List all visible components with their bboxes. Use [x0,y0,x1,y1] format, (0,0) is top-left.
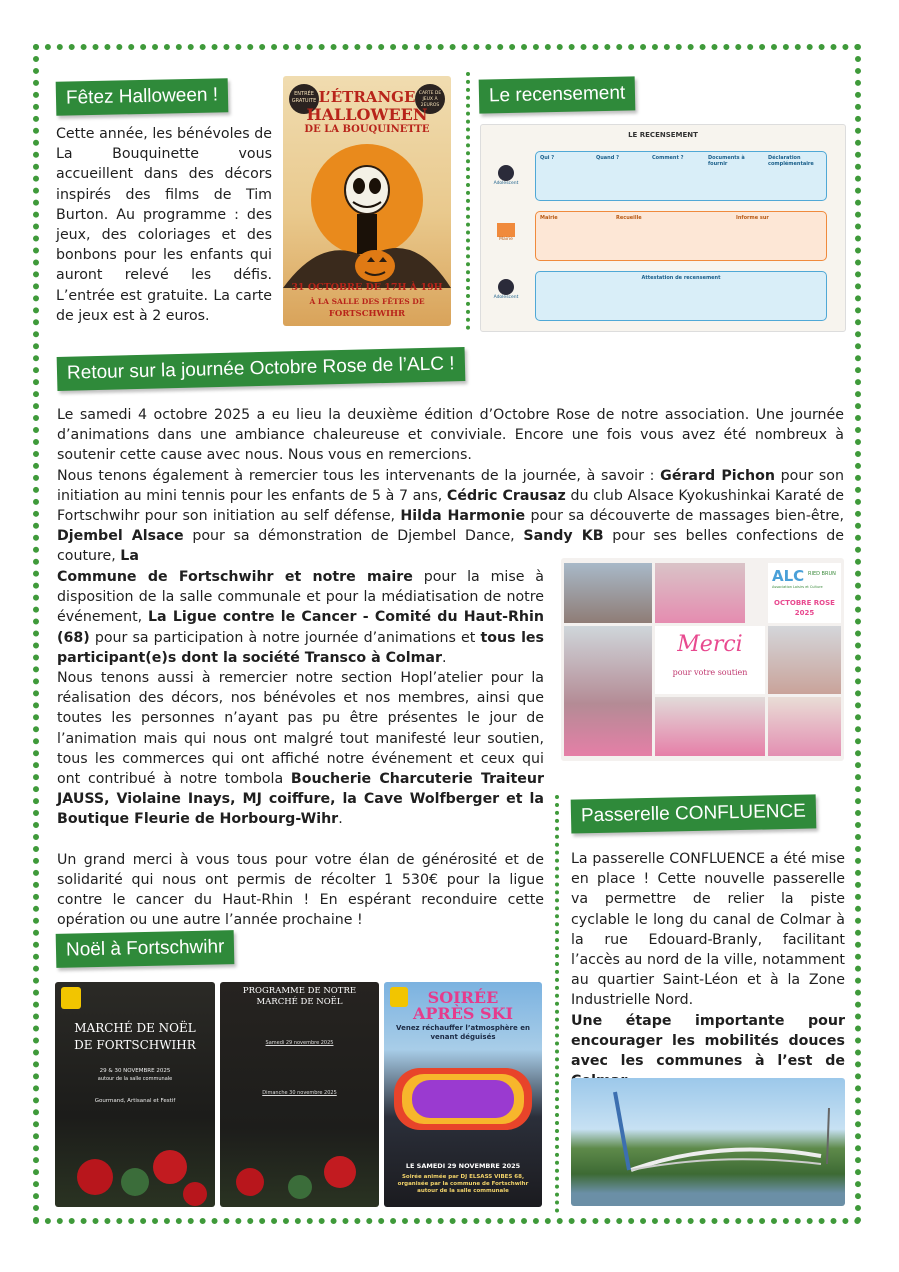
confluence-text [571,849,845,1091]
market-title: MARCHÉ DE NOËL DE FORTSCHWIHR [74,1021,196,1052]
row-how-label: Comment ? [652,155,684,161]
halloween-poster [283,76,451,326]
poster-place-1: À LA SALLE DES FÊTES DE [309,297,425,306]
octobre-p3: Nous tenons aussi à remercier notre section Hopl’atelier pour la réalisation des décors, nos bénévoles et nos membres, ainsi que toutes les personnes n’ayant pas pu être présentes le jour de l’animation mais qui nous ont malgré tout manifesté leur soutien, tous les commerces qui ont affiché notre événement et ceux qui ont contribué à notre tombola Boucherie Charcuterie Traiteur JAUSS, Violaine Inays, MJ coiffure, la Cave Wolfberger et la Boutique Fleurie de Horbourg-Wihr. [57,670,544,828]
poster-title-2: HALLOWEEN [306,105,428,124]
poster-badge-right: CARTE DE JEUX À 2EUROS [415,84,445,114]
octobre-rose-title: Retour sur la journée Octobre Rose de l’ALC ! [57,347,465,391]
photo-group-2 [655,697,765,756]
noel-poster-market [55,982,215,1207]
coat-of-arms-icon [61,987,81,1009]
alc-logo: ALC [772,567,805,585]
row-attestation-label: Attestation de recensement [641,275,721,281]
recensement-card [480,124,846,332]
alc-logo-card [768,563,841,623]
recensement-heading: LE RECENSEMENT [628,131,698,139]
confluence-photo [571,1078,845,1206]
row-when-label: Quand ? [596,155,619,161]
alc-logo-sub: RIED BRUN [808,571,836,577]
photo-dance [564,626,652,756]
program-title: PROGRAMME DE NOTRE MARCHÉ DE NOËL [242,986,357,1007]
teen-avatar-icon-2: Adolescent [487,275,525,309]
event-year: 2025 [794,609,815,617]
apres-ski-title-2: APRÈS SKI [412,1004,513,1023]
confluence-title: Passerelle CONFLUENCE [571,794,817,833]
noel-poster-program [220,982,379,1207]
poster-place-2: FORTSCHWIHR [328,309,406,319]
program-day1: Samedi 29 novembre 2025 [265,1040,334,1046]
ski-goggles-icon [384,1048,542,1148]
row-docs-label: Documents à fournir [708,155,745,167]
row-recueille-label: Recueille [616,215,642,221]
apres-ski-title-1: SOIRÉE [427,988,499,1007]
octobre-rose-text-2 [57,567,544,930]
photo-tent [768,626,841,694]
noel-poster-apres-ski [384,982,542,1207]
market-place: autour de la salle communale [97,1076,173,1082]
noel-title: Noël à Fortschwihr [56,930,235,968]
event-label: OCTOBRE ROSE [774,599,835,607]
octobre-p2: Nous tenons également à remercier tous les intervenants de la journée, à savoir : Gérard Pichon pour son initiation au mini tennis pour les enfants de 5 à 7 ans, Cédric Crausaz du club Alsace Kyokushinkai Karaté de Fortschwihr pour son initiation au self défense, Hilda Harmonie pour sa découverte de massages bien-être, Djembel Alsace pour sa démonstration de Djembel Dance, Sandy KB pour ses belles confections de couture, La [57,467,845,565]
recensement-row-mairie [535,211,827,261]
merci-card [655,626,765,694]
column-divider-bottom [555,795,559,1213]
apres-ski-sub: Venez réchauffer l’atmosphère en venant déguisés [396,1024,530,1041]
poster-title-3: DE LA BOUQUINETTE [304,124,430,135]
octobre-p2-cont: Commune de Fortschwihr et notre maire pour la mise à disposition de la salle communale et pour la médiatisation de notre événement, La Ligue contre le Cancer - Comité du Haut-Rhin (68) pour sa participation à notre journée d’animations et tous les participant(e)s dont la société Transco à Colmar. [57,569,544,666]
octobre-p1: Le samedi 4 octobre 2025 a eu lieu la deuxième édition d’Octobre Rose de notre association. Une journée d’animations dans une ambiance chaleureuse et conviviale. Encore une fois vous avez été nombreux à soutenir cette cause avec nous. Nous vous en remercions. [57,407,844,464]
octobre-rose-collage [561,558,844,761]
row-mairie-label: Mairie [540,215,558,221]
jack-skellington-icon [283,138,451,288]
poster-badge-left: ENTRÉE GRATUITE [289,84,319,114]
photo-room [564,563,652,623]
apres-ski-date: LE SAMEDI 29 NOVEMBRE 2025 [405,1162,521,1170]
halloween-text: Cette année, les bénévoles de La Bouquinette vous accueillent dans des décors inspirés des films de Tim Burton. Au programme : des jeux, des coloriages et des bonbons pour les enfants qui auront relevé les défis. L’entrée est gratuite. La carte de jeux est à 2 euros. [56,126,272,324]
apres-ski-dj: Soirée animée par DJ ELSASS VIBES 68, organisée par la commune de Fortschwihr autour de la salle communale [397,1174,529,1194]
photo-group-1 [655,563,745,623]
alc-tagline: Association Loisirs et Culture [772,585,823,589]
recensement-title: Le recensement [479,76,636,113]
photo-decor [768,697,841,756]
market-tagline: Gourmand, Artisanal et Festif [94,1098,176,1104]
soutien-text: pour votre soutien [672,668,748,677]
bridge-icon [571,1078,845,1206]
teen-avatar-icon: Adolescent [487,161,525,191]
row-who-label: Qui ? [540,155,555,161]
town-hall-icon: Mairie [487,217,525,251]
christmas-baubles-icon-2 [220,1142,379,1207]
market-dates: 29 & 30 NOVEMBRE 2025 [99,1068,171,1074]
christmas-baubles-icon [55,1132,215,1207]
octobre-p4: Un grand merci à vous tous pour votre élan de générosité et de solidarité qui nous ont permis de récolter 1 530€ pour la ligue contre le cancer du Haut-Rhin ! En espérant reconduire cette opération ou une autre l’année prochaine ! [57,851,544,929]
column-divider-top [466,72,470,330]
poster-title-1: L’ÉTRANGE [318,88,416,106]
confluence-p2: Une étape importante pour encourager les mobilités douces avec les communes à l’est de [571,1012,845,1070]
program-day2: Dimanche 30 novembre 2025 [262,1090,337,1096]
confluence-p1: La passerelle CONFLUENCE a été mise en place ! Cette nouvelle passerelle va permettre de relier la piste cyclable le long du canal de Colmar à la rue Edouard-Branly, facilitant l’accès au nord de la ville, notamment au quartier Saint-Léon et à la Zone Industrielle Nord. [571,851,845,1009]
merci-text: Merci [677,632,743,657]
recensement-row-who [535,151,827,201]
poster-date: 31 OCTOBRE DE 17H À 19H [291,282,443,293]
row-informe-label: Informe sur [736,215,769,221]
octobre-rose-text [57,405,844,567]
recensement-row-attestation [535,271,827,321]
row-decl-label: Déclaration complémentaire [768,155,814,167]
halloween-title: Fêtez Halloween ! [56,78,229,116]
